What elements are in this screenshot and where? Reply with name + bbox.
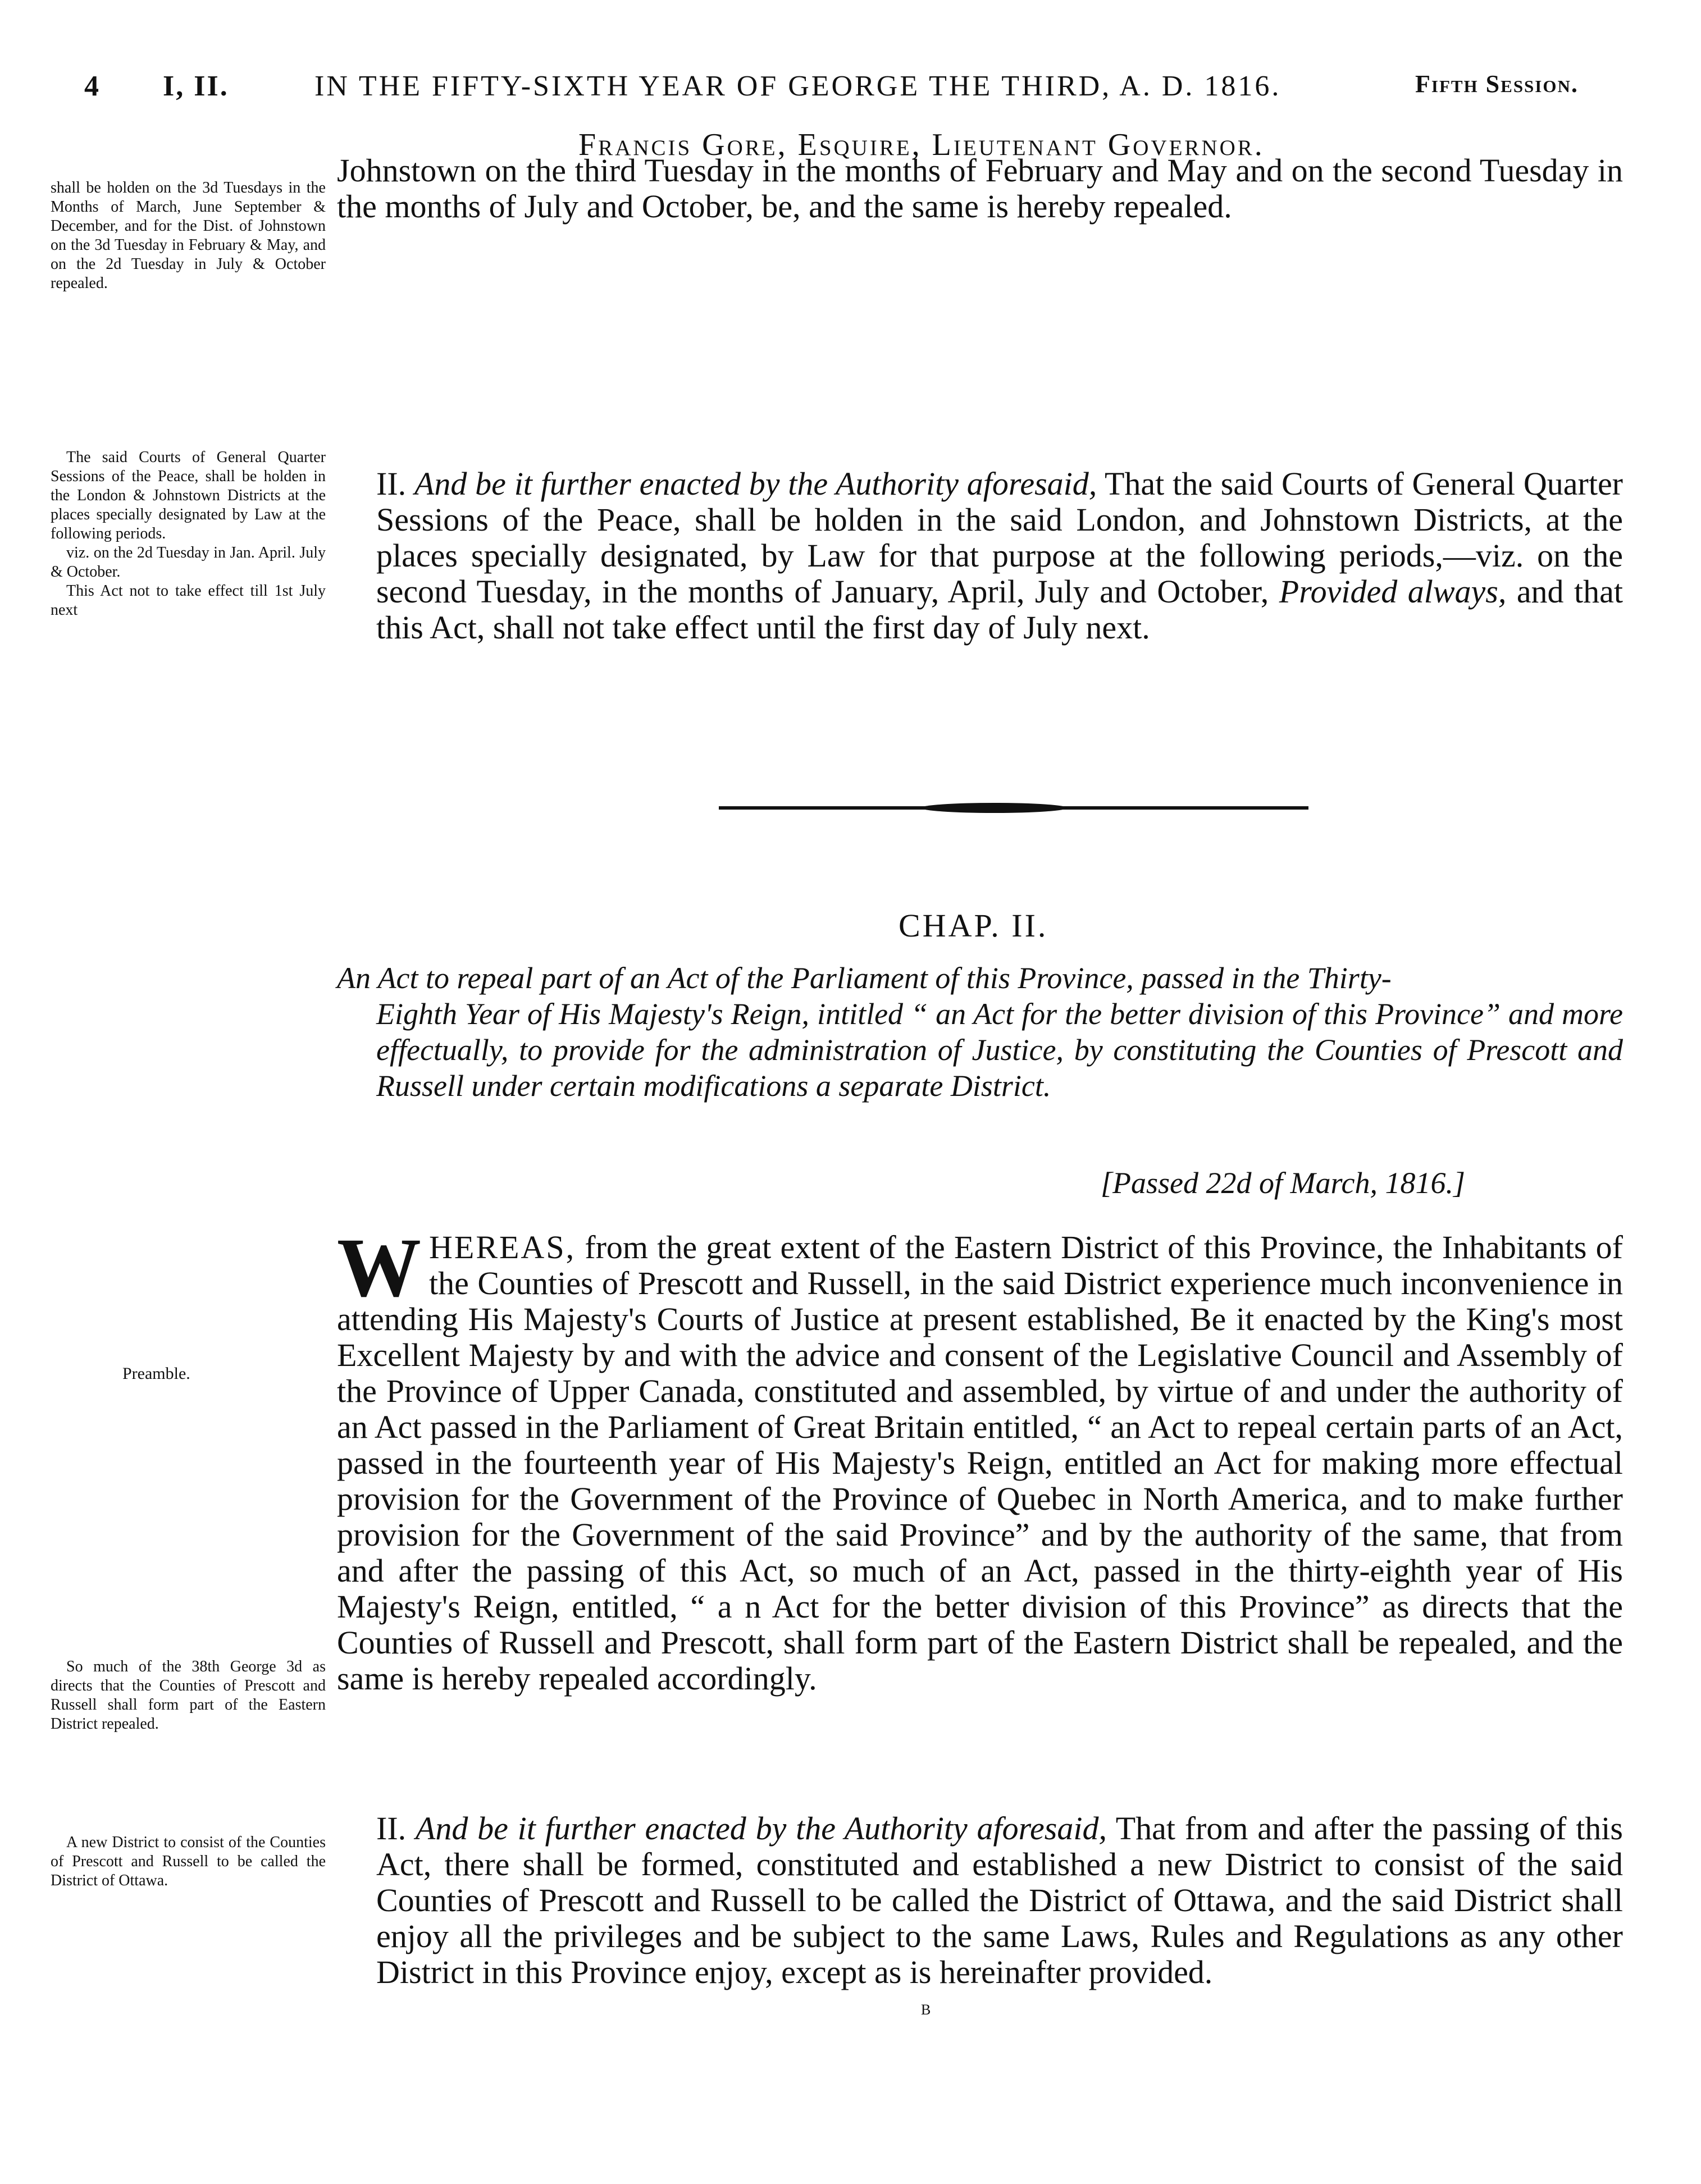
margin-note-text: shall be holden on the 3d Tuesdays in the Months of March, June September & December, and for the Dist. of Johnstown on the 3d Tuesday in February & May, and on the 2d Tuesday in July & October repealed. [51, 179, 326, 292]
margin-note-text: The said Courts of General Quarter Sessions of the Peace, shall be holden in the London & Johnstown Districts at the places specially designated by Law at the following periods. [51, 449, 326, 542]
section-paragraph [337, 1811, 1623, 1990]
chapter-one-section-two [337, 466, 1623, 646]
continuation-paragraph: Johnstown on the third Tuesday in the months of February and May and on the second Tuesday in the months of July and October, be, and the same is hereby repealed. [337, 152, 1623, 225]
section-text-end: and that this Act, shall not take effect until the first day of July next. [376, 573, 1624, 646]
preamble-opening: HEREAS, [429, 1229, 576, 1265]
section-divider-ornament [921, 803, 1067, 813]
margin-note-text: A new District to consist of the Counties of Prescott and Russell to be called the District of Ottawa. [51, 1834, 326, 1889]
signature-mark: B [921, 2002, 932, 2018]
section-text: That the said Courts of General Quarter Sessions of the Peace, shall be holden in the said London, and Johnstown Districts, at the places specially designated, by Law for that purpose at the following periods,—viz. on the second Tuesday, in the months of January, April, July and October, [376, 465, 1623, 610]
running-title: IN THE FIFTY-SIXTH YEAR OF GEORGE THE THIRD, A. D. 1816. [314, 70, 1282, 102]
page-number: 4 [84, 70, 101, 102]
margin-note-preamble: Preamble. [122, 1364, 190, 1383]
act-title-rest: Eighth Year of His Majesty's Reign, intitled “ an Act for the better division of this Province” and more effectually, to provide for the administration of Justice, by constituting the Counties of Prescott and Russell under certain modifications a separate District. [376, 997, 1623, 1103]
drop-cap: W [337, 1221, 421, 1314]
enacting-clause: And be it further enacted by the Authority aforesaid, [414, 465, 1097, 502]
margin-note-sessions [51, 448, 326, 620]
margin-note-repeal [51, 179, 326, 293]
margin-note-text: So much of the 38th George 3d as directs that the Counties of Prescott and Russell shall form part of the Eastern District repealed. [51, 1658, 326, 1733]
enacting-clause: And be it further enacted by the Authority aforesaid, [415, 1810, 1107, 1847]
proviso: Provided always, [1279, 573, 1507, 610]
margin-note-text: This Act not to take effect till 1st July next [51, 582, 326, 619]
preamble-text [337, 1221, 1624, 1697]
governor-line: Francis Gore, Esquire, Lieutenant Governor. [578, 127, 1265, 162]
section-text: That from and after the passing of this Act, there shall be formed, constituted and established a new District to consist of the said Counties of Prescott and Russell to be called the District of Ottawa, and the said District shall enjoy all the privileges and be subject to the same Laws, Rules and Regulations as any other District in this Province enjoy, except as is hereinafter provided. [376, 1810, 1623, 1990]
act-title [337, 960, 1623, 1104]
chapter-two-section-two [337, 1811, 1623, 1990]
margin-note-repeal-38th [51, 1657, 326, 1734]
passed-date: [Passed 22d of March, 1816.] [1101, 1166, 1465, 1200]
margin-note-ottawa-district [51, 1833, 326, 1890]
act-title-first-line: An Act to repeal part of an Act of the Parliament of this Province, passed in the Thirty- [337, 961, 1392, 995]
chapter-one-continuation [337, 153, 1623, 225]
section-paragraph [337, 466, 1623, 646]
chapter-heading: CHAP. II. [899, 907, 1048, 944]
chapter-reference: I, II. [163, 70, 229, 102]
preamble-paragraph [337, 1221, 1624, 1697]
preamble-body: from the great extent of the Eastern District of this Province, the Inhabitants of the Counties of Prescott and Russell, in the said District experience much inconvenience in attending His Majesty's Courts of Justice at present established, Be it enacted by the King's most Excellent Majesty by and with the advice and consent of the Legislative Council and Assembly of the Province of Upper Canada, constituted and assembled, by virtue of and under the authority of an Act passed in the Parliament of Great Britain entitled, “ an Act to repeal certain parts of an Act, passed in the fourteenth year of His Majesty's Reign, entitled an Act for making more effectual provision for the Government of the Province of Quebec in North America, and to make further provision for the Government of the said Province” and by the authority of the same, that from and after the passing of this Act, so much of an Act, passed in the thirty-eighth year of His Majesty's Reign, entitled, “ a n Act for the better division of this Province” as directs that the Counties of Russell and Prescott, shall form part of the Eastern District shall be repealed, and the same is hereby repealed accordingly. [337, 1229, 1624, 1697]
section-number: II. [376, 1810, 407, 1847]
margin-note-text: viz. on the 2d Tuesday in Jan. April. July & October. [51, 544, 326, 581]
section-number: II. [376, 465, 407, 502]
session-label: Fifth Session. [1415, 70, 1579, 98]
